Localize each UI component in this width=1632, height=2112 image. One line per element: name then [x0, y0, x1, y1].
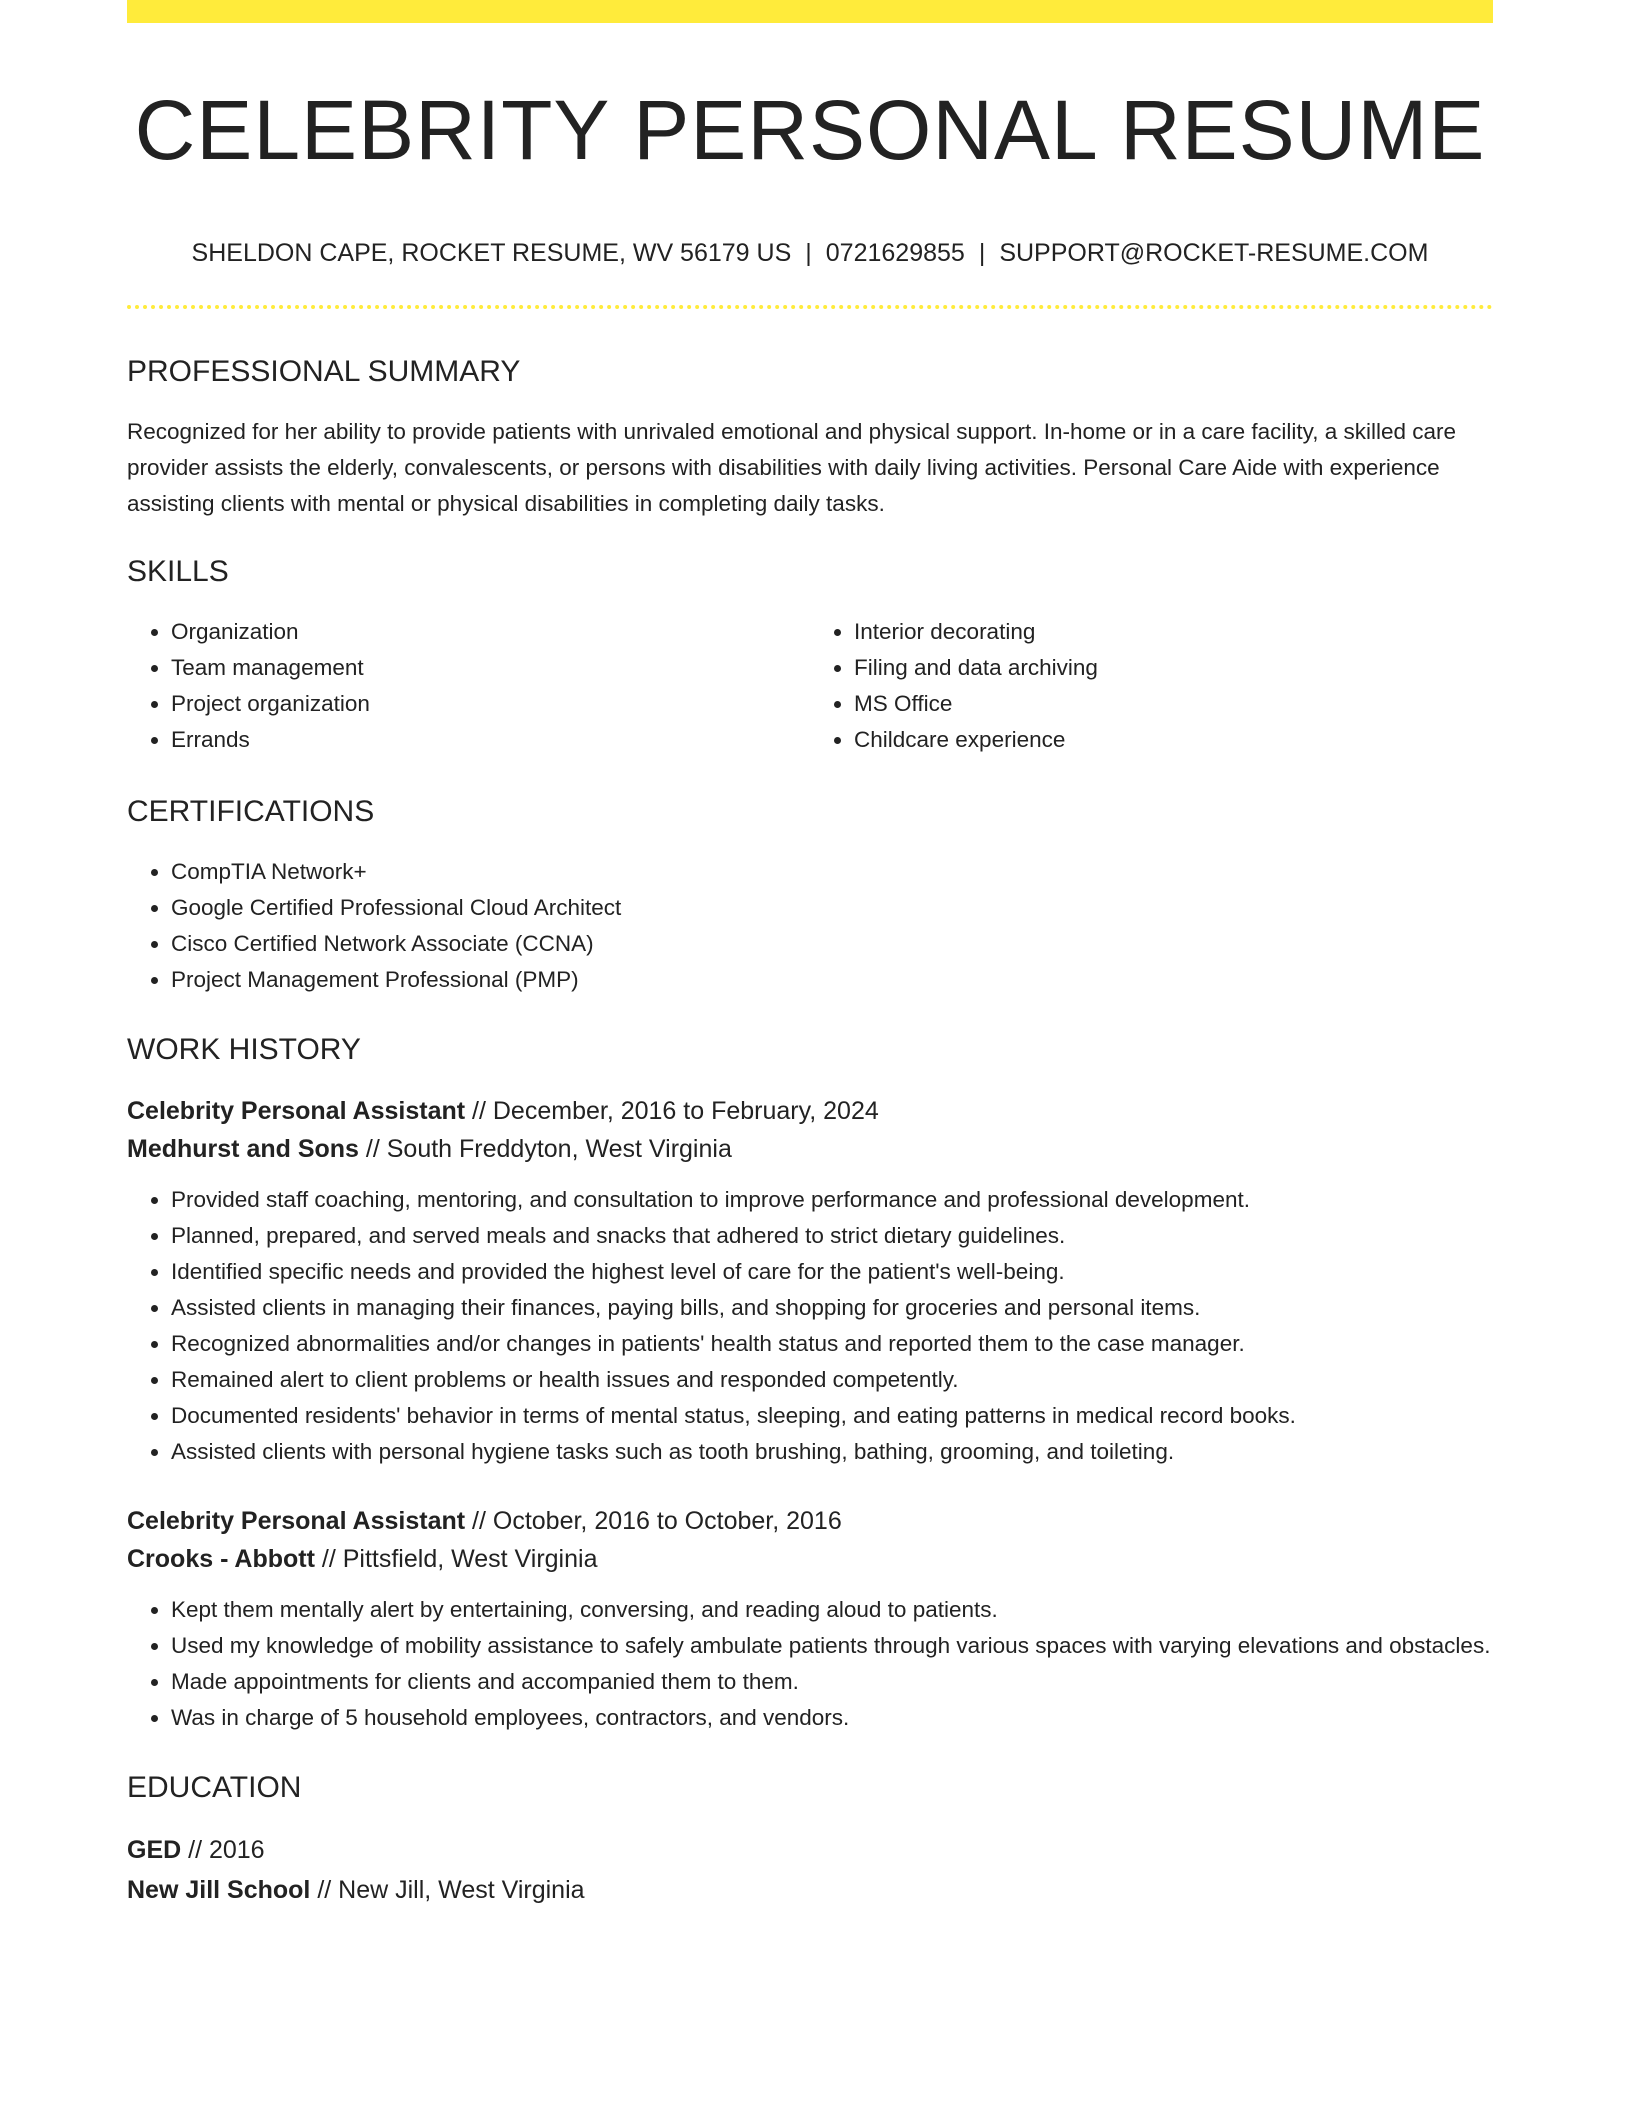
job-duty-item: • Provided staff coaching, mentoring, and consultation to improve performance and professional development.	[171, 1182, 1493, 1218]
job-duty-item: • Made appointments for clients and accompanied them to them.	[171, 1664, 1493, 1700]
job-duty-item: • Documented residents' behavior in terms of mental status, sleeping, and eating patterns in medical record books.	[171, 1398, 1493, 1434]
education-year: // 2016	[181, 1836, 265, 1864]
certification-item: • Project Management Professional (PMP)	[171, 962, 1493, 998]
job-duty-item: • Planned, prepared, and served meals and snacks that adhered to strict dietary guidelines.	[171, 1218, 1493, 1254]
certifications-section	[127, 792, 1493, 998]
summary-heading: PROFESSIONAL SUMMARY	[127, 355, 521, 388]
job-dates: // October, 2016 to October, 2016	[465, 1507, 842, 1535]
job-location: // South Freddyton, West Virginia	[358, 1135, 732, 1163]
job-duty-item: • Used my knowledge of mobility assistance to safely ambulate patients through various spaces with varying elevations and obstacles.	[171, 1628, 1493, 1664]
contact-separator: |	[805, 239, 812, 267]
work-history-heading: WORK HISTORY	[127, 1033, 361, 1066]
dotted-divider	[127, 305, 1493, 309]
job-duty-item: • Remained alert to client problems or health issues and responded competently.	[171, 1362, 1493, 1398]
certifications-heading: CERTIFICATIONS	[127, 795, 375, 828]
job-duty-item: • Was in charge of 5 household employees, contractors, and vendors.	[171, 1700, 1493, 1736]
skill-item: • Childcare experience	[854, 722, 1493, 758]
skills-list-right	[810, 614, 1493, 758]
skills-section	[127, 552, 1493, 758]
certification-item: • Google Certified Professional Cloud Architect	[171, 890, 1493, 926]
resume-title: CELEBRITY PERSONAL RESUME	[134, 83, 1486, 177]
job-duties-list	[127, 1182, 1493, 1470]
skill-item: • Errands	[171, 722, 810, 758]
skill-item: • Organization	[171, 614, 810, 650]
job-duty-item: • Recognized abnormalities and/or changes in patients' health status and reported them to the case manager.	[171, 1326, 1493, 1362]
job-duties-list	[127, 1592, 1493, 1736]
skills-list-left	[127, 614, 810, 758]
summary-text: Recognized for her ability to provide patients with unrivaled emotional and physical support. In-home or in a care facility, a skilled care provider assists the elderly, convalescents, or persons with disabilities with daily living activities. Personal Care Aide with experience assisting clients with mental or physical disabilities in completing daily tasks.	[127, 419, 1457, 516]
job-location: // Pittsfield, West Virginia	[314, 1545, 598, 1573]
work-history-section	[127, 1030, 1493, 1736]
education-heading: EDUCATION	[127, 1771, 302, 1804]
education-degree-line	[127, 1830, 1493, 1870]
job-company-line	[127, 1130, 1493, 1168]
certifications-list	[127, 854, 1493, 998]
job-title: Celebrity Personal Assistant	[127, 1097, 466, 1125]
job-duty-item: • Assisted clients with personal hygiene tasks such as tooth brushing, bathing, grooming, and toileting.	[171, 1434, 1493, 1470]
job-title: Celebrity Personal Assistant	[127, 1507, 466, 1535]
education-section	[127, 1768, 1493, 1910]
skills-grid	[127, 614, 1493, 758]
education-school-line	[127, 1870, 1493, 1910]
education-degree: GED	[127, 1836, 182, 1864]
skill-item: • Project organization	[171, 686, 810, 722]
job-duty-item: • Kept them mentally alert by entertaining, conversing, and reading aloud to patients.	[171, 1592, 1493, 1628]
skills-heading: SKILLS	[127, 555, 229, 588]
accent-top-bar	[127, 0, 1493, 23]
job-duty-item: • Assisted clients in managing their finances, paying bills, and shopping for groceries and personal items.	[171, 1290, 1493, 1326]
contact-phone: 0721629855	[825, 239, 965, 267]
contact-address: SHELDON CAPE, ROCKET RESUME, WV 56179 US	[191, 239, 792, 267]
skill-item: • Filing and data archiving	[854, 650, 1493, 686]
education-school: New Jill School	[127, 1876, 311, 1904]
contact-separator: |	[978, 239, 986, 267]
job-title-line	[127, 1502, 1493, 1540]
job-company: Crooks - Abbott	[127, 1545, 315, 1573]
job-entry	[127, 1092, 1493, 1470]
job-entry	[127, 1502, 1493, 1736]
job-dates: // December, 2016 to February, 2024	[465, 1097, 879, 1125]
job-company-line	[127, 1540, 1493, 1578]
summary-section	[127, 352, 1493, 522]
certification-item: • CompTIA Network+	[171, 854, 1493, 890]
job-title-line	[127, 1092, 1493, 1130]
skill-item: • Interior decorating	[854, 614, 1493, 650]
certification-item: • Cisco Certified Network Associate (CCNA)	[171, 926, 1493, 962]
education-location: // New Jill, West Virginia	[310, 1876, 585, 1904]
skill-item: • MS Office	[854, 686, 1493, 722]
job-duty-item: • Identified specific needs and provided the highest level of care for the patient's well-being.	[171, 1254, 1493, 1290]
resume-body	[127, 352, 1493, 1910]
skill-item: • Team management	[171, 650, 810, 686]
contact-line	[127, 236, 1493, 270]
contact-email: SUPPORT@ROCKET-RESUME.COM	[999, 239, 1429, 267]
job-company: Medhurst and Sons	[127, 1135, 359, 1163]
